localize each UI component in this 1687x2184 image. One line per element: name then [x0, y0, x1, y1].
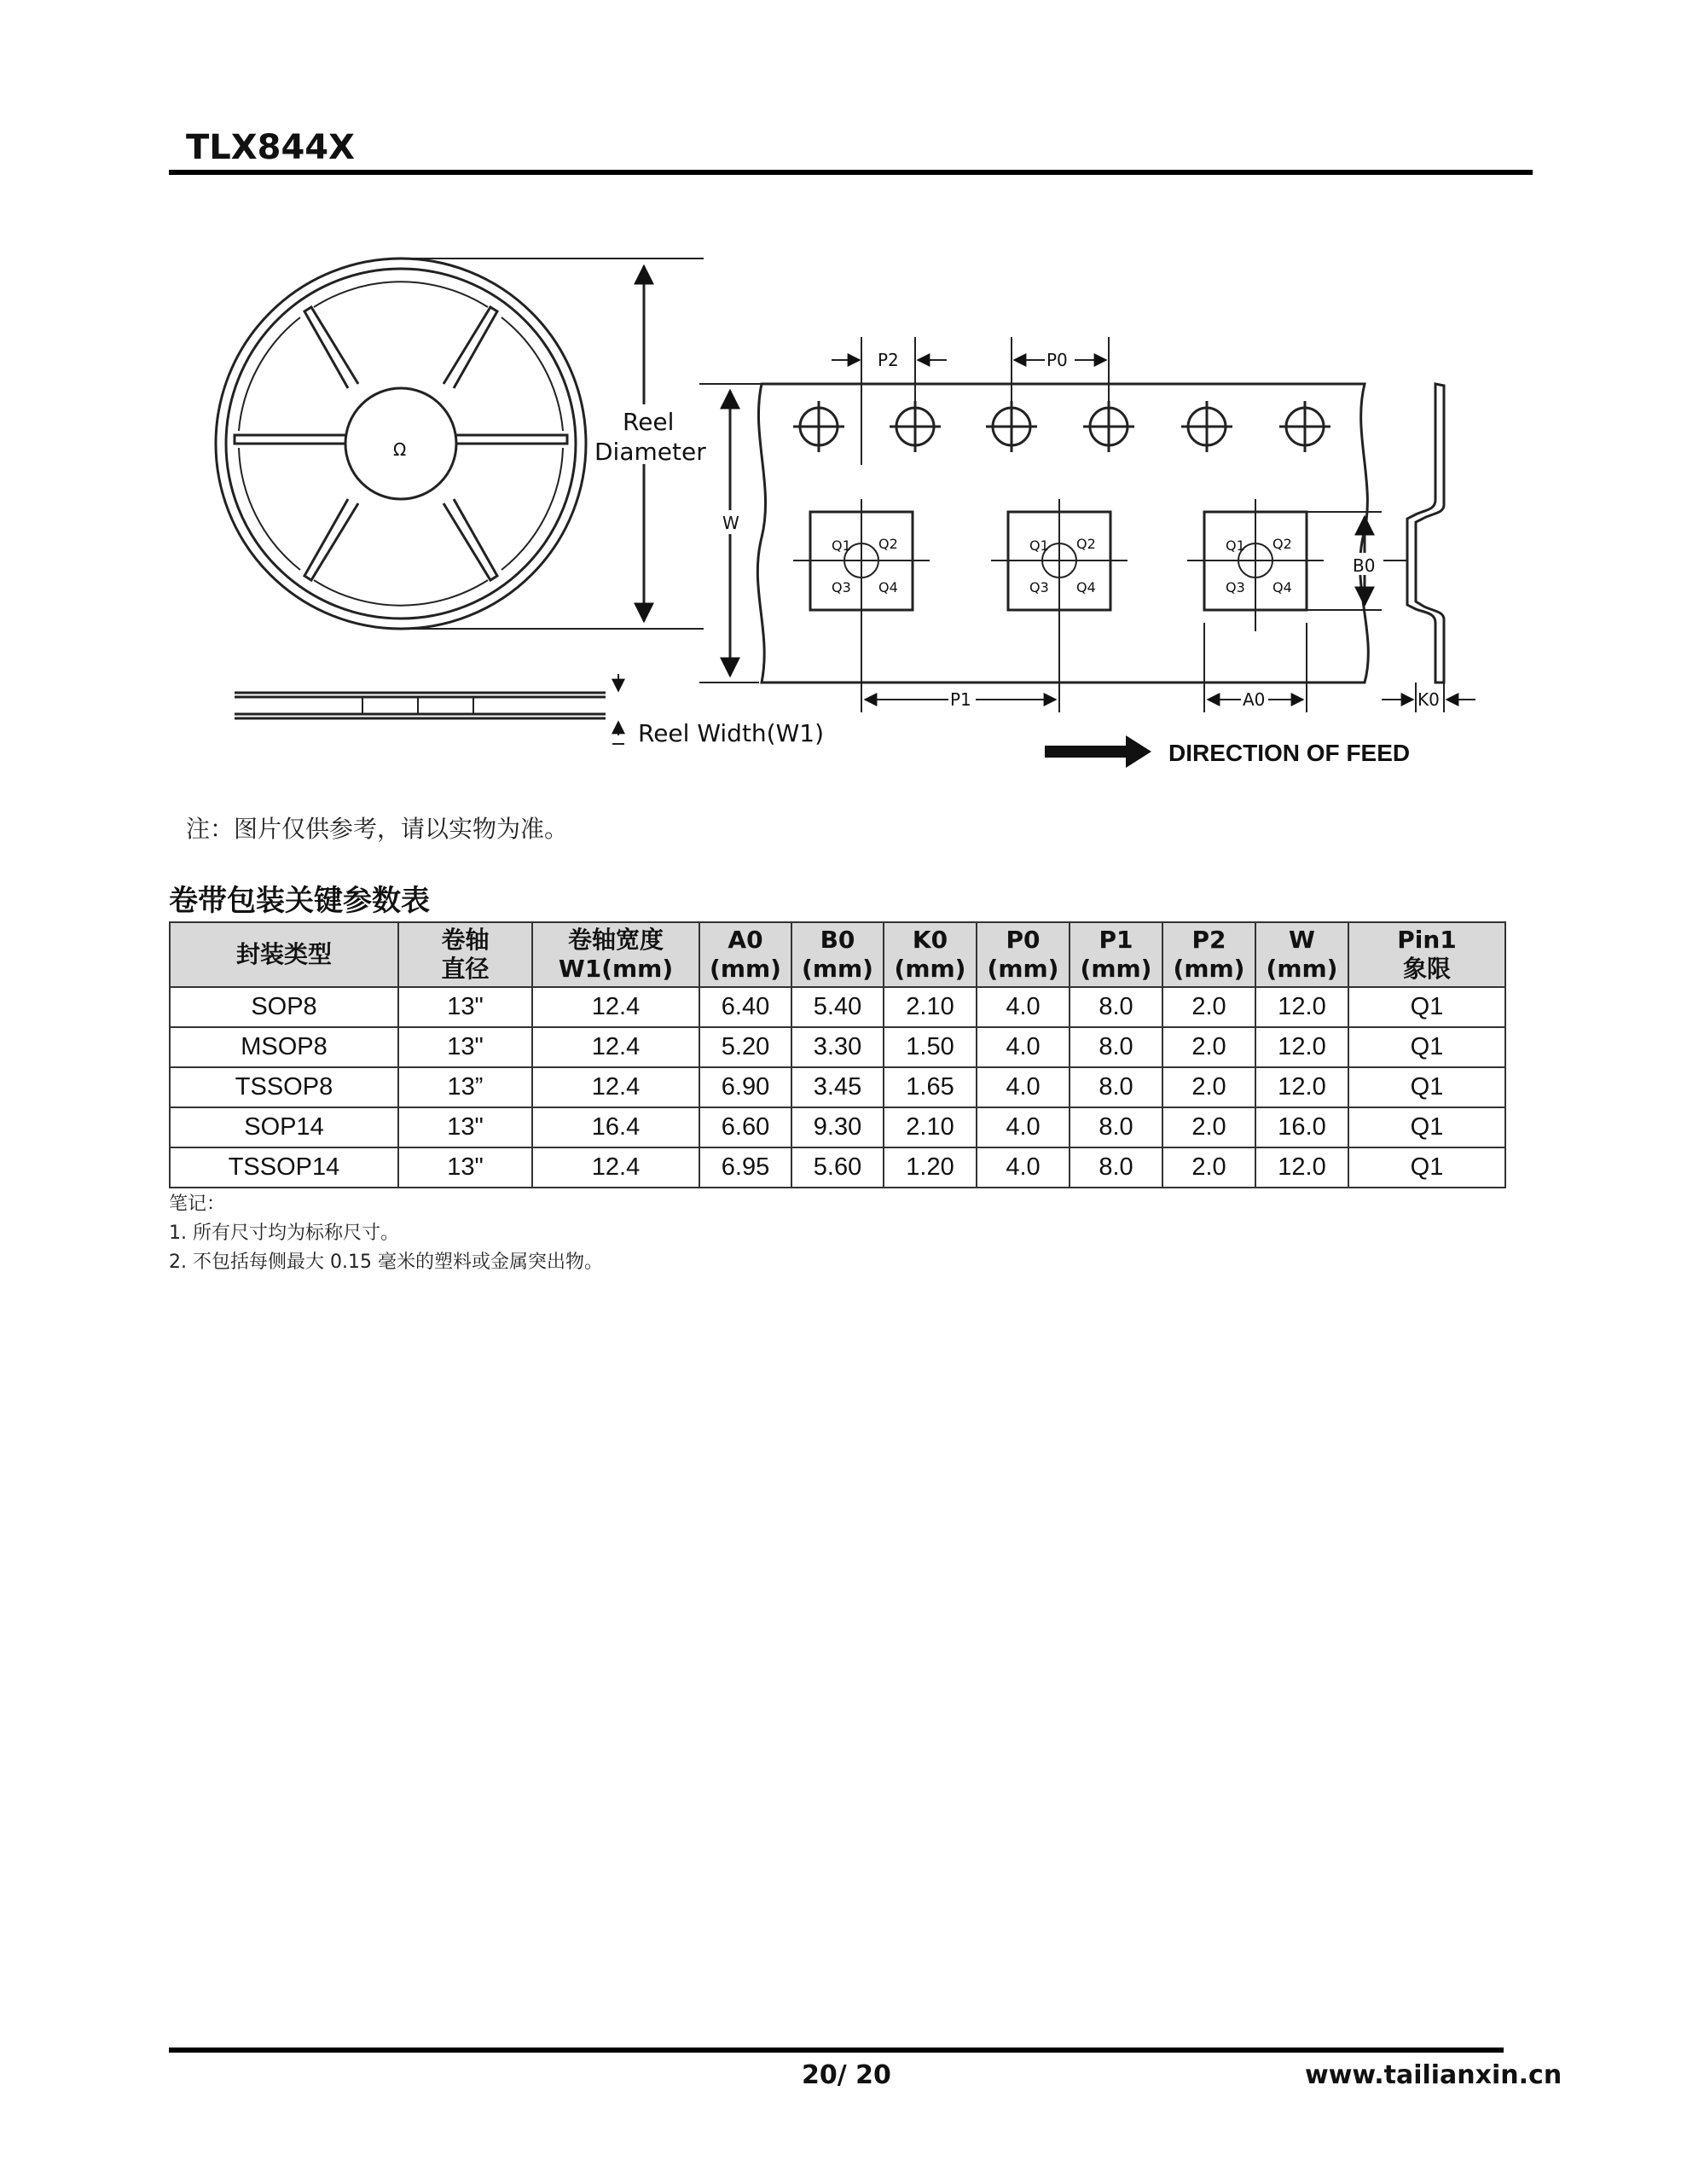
table-cell: 3.30	[791, 1027, 884, 1067]
column-header-line2: 象限	[1402, 955, 1451, 983]
table-cell: 1.65	[884, 1067, 977, 1107]
svg-text:Q2: Q2	[878, 536, 898, 552]
column-header	[1255, 922, 1348, 987]
reel-diameter-label: Reel	[623, 408, 675, 436]
a0-label: A0	[1243, 689, 1266, 710]
table-cell: 3.45	[791, 1067, 884, 1107]
svg-text:Q1: Q1	[1226, 537, 1245, 554]
remarks	[169, 1190, 603, 1277]
table-row	[170, 1147, 1505, 1188]
column-header-line1: W	[1289, 926, 1315, 954]
table-cell: Q1	[1348, 1147, 1505, 1188]
column-header-line1: P2	[1191, 926, 1226, 954]
table-cell: 2.0	[1162, 1067, 1255, 1107]
table-row	[170, 1107, 1505, 1147]
column-header-line1: 卷轴	[441, 926, 490, 954]
table-cell: 2.0	[1162, 1027, 1255, 1067]
table-cell: 13"	[398, 1147, 532, 1188]
column-header-line1: 卷轴宽度	[567, 926, 664, 954]
column-header	[1070, 922, 1162, 987]
tape-reel-parameter-table	[169, 921, 1506, 1188]
reel-side-view	[235, 674, 624, 744]
table-cell: 12.0	[1255, 1067, 1348, 1107]
remark-item-2: 2. 不包括每侧最大 0.15 毫米的塑料或金属突出物。	[169, 1252, 603, 1273]
table-cell: 13"	[398, 1107, 532, 1147]
document-title: TLX844X	[186, 128, 355, 167]
column-header	[1162, 922, 1255, 987]
table-cell: 12.4	[532, 987, 699, 1027]
table-cell: 12.4	[532, 1147, 699, 1188]
column-header	[1348, 922, 1505, 987]
p1-label: P1	[950, 689, 971, 710]
column-header-line1: K0	[912, 926, 948, 954]
column-header	[977, 922, 1070, 987]
tape-reel-diagram	[0, 0, 1687, 793]
footer-rule	[169, 2048, 1504, 2053]
p2-label: P2	[878, 350, 899, 370]
svg-text:Q2: Q2	[1076, 536, 1096, 552]
b0-label: B0	[1353, 555, 1376, 576]
column-header-line1: P0	[1006, 926, 1041, 954]
reel-width-label: Reel Width(W1)	[638, 719, 825, 747]
table-cell: Q1	[1348, 1067, 1505, 1107]
table-cell: 8.0	[1070, 987, 1162, 1027]
feed-direction-arrow	[1045, 735, 1151, 768]
table-cell: 4.0	[977, 1107, 1070, 1147]
table-cell: SOP8	[170, 987, 398, 1027]
table-cell: 6.95	[699, 1147, 791, 1188]
column-header	[791, 922, 884, 987]
table-row	[170, 1067, 1505, 1107]
column-header-line2: (mm)	[802, 955, 873, 983]
table-cell: 8.0	[1070, 1107, 1162, 1147]
table-row	[170, 987, 1505, 1027]
column-header-line2: (mm)	[710, 955, 781, 983]
table-cell: Q1	[1348, 1027, 1505, 1067]
column-header-line2: (mm)	[987, 955, 1059, 983]
column-header-line2: (mm)	[1266, 955, 1338, 983]
table-cell: TSSOP8	[170, 1067, 398, 1107]
column-header	[699, 922, 791, 987]
table-cell: 16.4	[532, 1107, 699, 1147]
table-cell: 2.0	[1162, 1147, 1255, 1188]
table-cell: 4.0	[977, 1067, 1070, 1107]
column-header	[398, 922, 532, 987]
feed-direction-label: DIRECTION OF FEED	[1168, 740, 1411, 766]
table-cell: 2.10	[884, 987, 977, 1027]
table-cell: Q1	[1348, 1107, 1505, 1147]
table-cell: 13"	[398, 1027, 532, 1067]
table-cell: 1.20	[884, 1147, 977, 1188]
table-cell: 12.0	[1255, 1147, 1348, 1188]
table-cell: 4.0	[977, 987, 1070, 1027]
column-header-line1: B0	[820, 926, 855, 954]
reel-front-view	[216, 258, 586, 629]
column-header	[884, 922, 977, 987]
table-cell: 2.0	[1162, 987, 1255, 1027]
table-cell: 4.0	[977, 1147, 1070, 1188]
svg-text:Q3: Q3	[1226, 579, 1245, 595]
column-header-line2: 直径	[441, 955, 490, 983]
table-cell: 6.40	[699, 987, 791, 1027]
table-cell: 12.0	[1255, 987, 1348, 1027]
svg-text:Q2: Q2	[1272, 536, 1292, 552]
table-row	[170, 1027, 1505, 1067]
column-header-line2: W1(mm)	[558, 955, 674, 983]
table-cell: 8.0	[1070, 1027, 1162, 1067]
table-cell: 6.60	[699, 1107, 791, 1147]
table-cell: MSOP8	[170, 1027, 398, 1067]
tape-side-profile	[1382, 384, 1475, 712]
table-cell: SOP14	[170, 1107, 398, 1147]
column-header-line2: (mm)	[1080, 955, 1152, 983]
reel-diameter-label-2: Diameter	[594, 438, 706, 466]
w-label: W	[722, 513, 739, 533]
column-header-line1: A0	[728, 926, 763, 954]
svg-text:Q4: Q4	[878, 579, 898, 595]
table-cell: 12.4	[532, 1027, 699, 1067]
table-cell: 5.60	[791, 1147, 884, 1188]
svg-text:Ω: Ω	[393, 439, 407, 460]
remark-item-1: 1. 所有尺寸均为标称尺寸。	[169, 1223, 399, 1244]
column-header-line1: P1	[1099, 926, 1133, 954]
table-heading: 卷带包装关键参数表	[169, 884, 430, 918]
table-cell: 8.0	[1070, 1147, 1162, 1188]
table-cell: 2.0	[1162, 1107, 1255, 1147]
table-cell: 2.10	[884, 1107, 977, 1147]
website-url: www.tailianxin.cn	[1305, 2060, 1562, 2090]
table-cell: 8.0	[1070, 1067, 1162, 1107]
table-cell: 1.50	[884, 1027, 977, 1067]
table-cell: 12.0	[1255, 1027, 1348, 1067]
table-cell: 13"	[398, 987, 532, 1027]
table-cell: 4.0	[977, 1027, 1070, 1067]
table-cell: 5.40	[791, 987, 884, 1027]
table-cell: 16.0	[1255, 1107, 1348, 1147]
image-note: 注：图片仅供参考，请以实物为准。	[186, 815, 569, 843]
column-header-line1: 封装类型	[235, 940, 332, 968]
column-header	[532, 922, 699, 987]
table-cell: 13”	[398, 1067, 532, 1107]
column-header-line2: (mm)	[894, 955, 966, 983]
column-header-line2: (mm)	[1173, 955, 1245, 983]
k0-label: K0	[1417, 689, 1440, 710]
table-cell: 12.4	[532, 1067, 699, 1107]
table-header-row	[170, 922, 1505, 987]
svg-text:Q4: Q4	[1272, 579, 1292, 595]
table-cell: 5.20	[699, 1027, 791, 1067]
page-number: 20/ 20	[802, 2060, 891, 2090]
table-cell: Q1	[1348, 987, 1505, 1027]
svg-text:Q4: Q4	[1076, 579, 1096, 595]
table-cell: TSSOP14	[170, 1147, 398, 1188]
svg-text:Q3: Q3	[1029, 579, 1049, 595]
svg-text:Q1: Q1	[1029, 537, 1049, 554]
p0-label: P0	[1046, 350, 1068, 370]
column-header-line1: Pin1	[1397, 926, 1457, 954]
table-cell: 9.30	[791, 1107, 884, 1147]
svg-text:Q1: Q1	[832, 537, 851, 554]
table-cell: 6.90	[699, 1067, 791, 1107]
table-body	[170, 987, 1505, 1188]
column-header	[170, 922, 398, 987]
svg-text:Q3: Q3	[832, 579, 851, 595]
remarks-title: 笔记：	[169, 1194, 226, 1215]
